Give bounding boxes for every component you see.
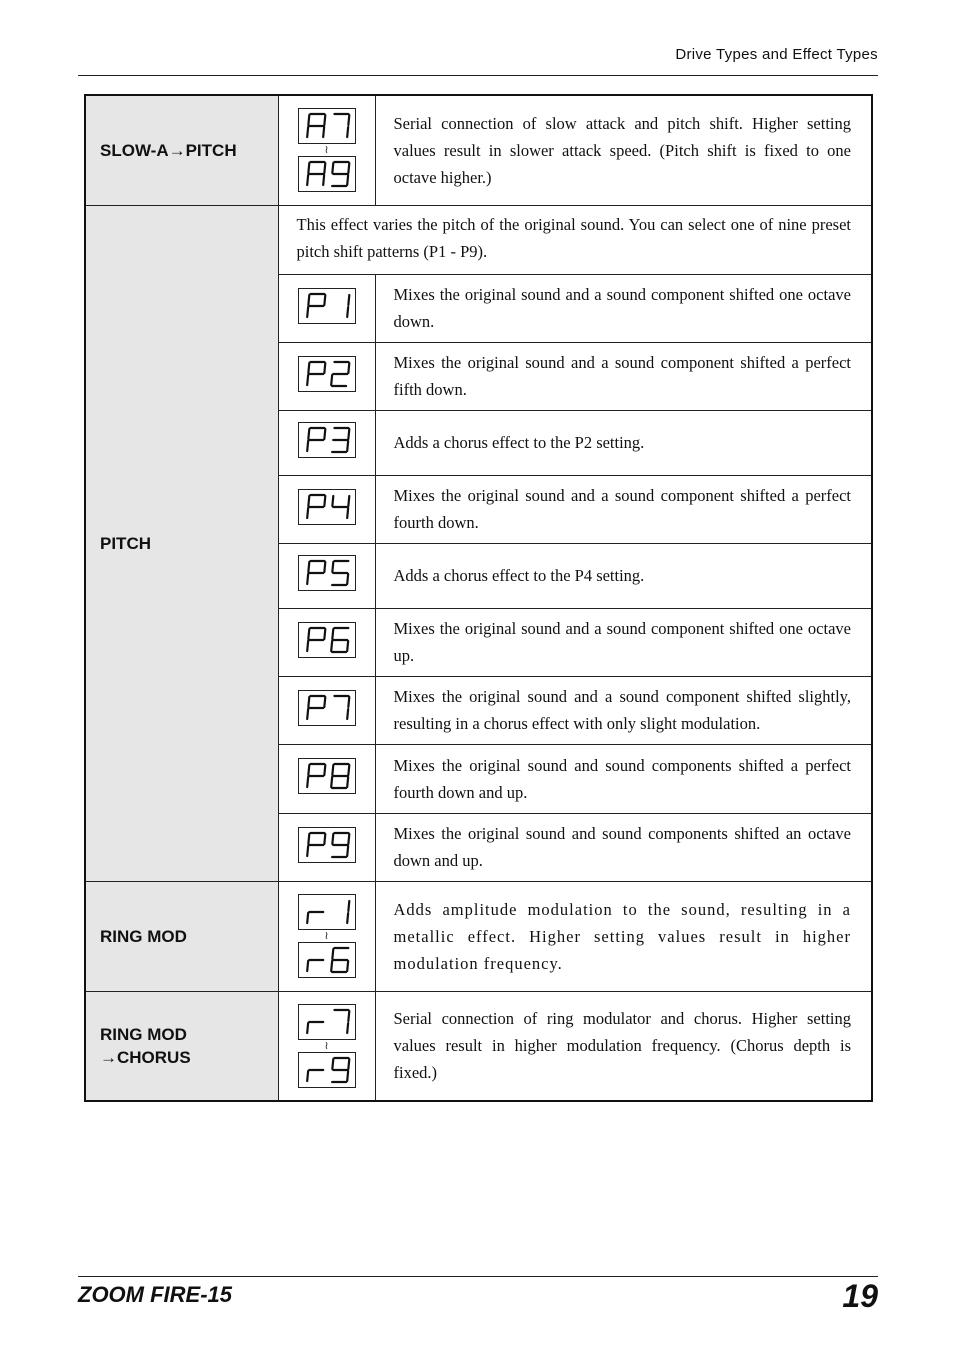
segment-f — [308, 115, 309, 125]
segment-display — [298, 1004, 356, 1040]
segment-display — [298, 489, 356, 525]
segment-e — [307, 175, 308, 185]
segment-f — [308, 765, 309, 775]
effect-row-pitch-intro — [85, 205, 872, 274]
range-mark: ≀ — [324, 143, 329, 157]
segment-c — [323, 441, 324, 451]
page-number: 19 — [842, 1278, 878, 1314]
range-mark: ≀ — [324, 1038, 329, 1052]
segment-c — [323, 307, 324, 317]
segment-c — [347, 508, 348, 518]
segment-e — [307, 777, 308, 787]
segment-c — [347, 1023, 348, 1033]
segment-e — [331, 846, 332, 856]
model-name: ZOOM FIRE-15 — [78, 1282, 233, 1307]
segment-digit — [331, 948, 349, 972]
segment-f — [332, 629, 333, 639]
segment-b — [324, 163, 325, 173]
segment-c — [323, 375, 324, 385]
segment-readout — [303, 945, 351, 975]
segment-display — [298, 422, 356, 458]
effect-row-slow-a-pitch — [85, 95, 872, 205]
segment-f — [332, 834, 333, 844]
segment-f — [332, 429, 333, 439]
segment-f — [332, 496, 333, 506]
segment-e — [331, 913, 332, 923]
segment-f — [332, 901, 333, 911]
segment-b — [348, 163, 349, 173]
segment-b — [348, 295, 349, 305]
segment-digit — [331, 294, 349, 318]
display-range-cell — [278, 95, 375, 205]
pattern-description: Mixes the original sound and a sound component shifted a perfect fifth down. — [375, 342, 872, 410]
display-cell — [278, 410, 375, 475]
segment-c — [347, 777, 348, 787]
segment-b — [324, 834, 325, 844]
segment-e — [307, 1023, 308, 1033]
segment-c — [323, 777, 324, 787]
segment-f — [308, 562, 309, 572]
segment-digit — [307, 362, 325, 386]
effect-type-table — [84, 94, 873, 1102]
segment-e — [307, 1071, 308, 1081]
effect-name — [85, 881, 278, 991]
segment-display — [298, 827, 356, 863]
segment-readout — [303, 1055, 351, 1085]
segment-f — [332, 1059, 333, 1069]
segment-c — [347, 913, 348, 923]
effect-row-ring-mod — [85, 881, 872, 991]
segment-c — [347, 307, 348, 317]
display-range-cell — [278, 991, 375, 1101]
display-cell — [278, 676, 375, 744]
segment-digit — [331, 764, 349, 788]
effect-row-ring-mod-chorus — [85, 991, 872, 1101]
segment-c — [347, 846, 348, 856]
segment-digit — [331, 428, 349, 452]
pattern-description: Adds a chorus effect to the P4 setting. — [375, 543, 872, 608]
segment-readout — [303, 761, 351, 791]
segment-e — [307, 375, 308, 385]
segment-digit — [331, 696, 349, 720]
segment-display — [298, 156, 356, 192]
segment-e — [307, 709, 308, 719]
segment-display — [298, 108, 356, 144]
segment-b — [324, 697, 325, 707]
effect-name-line: →CHORUS — [100, 1047, 191, 1067]
segment-b — [348, 363, 349, 373]
segment-c — [323, 961, 324, 971]
segment-e — [331, 641, 332, 651]
segment-digit — [307, 833, 325, 857]
segment-c — [347, 961, 348, 971]
segment-f — [308, 295, 309, 305]
segment-e — [331, 375, 332, 385]
segment-c — [347, 127, 348, 137]
segment-readout — [303, 1007, 351, 1037]
segment-b — [348, 562, 349, 572]
segment-e — [331, 709, 332, 719]
pattern-description: Adds a chorus effect to the P2 setting. — [375, 410, 872, 475]
segment-c — [347, 574, 348, 584]
segment-readout — [303, 558, 351, 588]
effect-name — [85, 95, 278, 205]
range-mark: ≀ — [324, 929, 329, 942]
effect-name-label: RING MOD — [100, 926, 187, 946]
segment-digit — [307, 628, 325, 652]
segment-e — [331, 574, 332, 584]
effect-name-line: RING MOD — [100, 1024, 187, 1044]
segment-display — [298, 356, 356, 392]
segment-c — [323, 127, 324, 137]
segment-b — [348, 834, 349, 844]
segment-f — [332, 765, 333, 775]
segment-b — [324, 901, 325, 911]
segment-b — [348, 1059, 349, 1069]
segment-f — [332, 163, 333, 173]
segment-readout — [303, 492, 351, 522]
segment-display — [298, 288, 356, 324]
segment-c — [323, 1071, 324, 1081]
segment-f — [332, 1011, 333, 1021]
segment-f — [308, 163, 309, 173]
segment-display — [298, 622, 356, 658]
segment-readout — [303, 291, 351, 321]
segment-b — [324, 765, 325, 775]
pattern-description: Mixes the original sound and a sound component shifted one octave up. — [375, 608, 872, 676]
segment-b — [348, 115, 349, 125]
segment-c — [347, 375, 348, 385]
pattern-description: Mixes the original sound and sound components shifted an octave down and up. — [375, 813, 872, 881]
segment-b — [324, 562, 325, 572]
segment-b — [324, 115, 325, 125]
effect-description: Serial connection of ring modulator and chorus. Higher setting values result in higher modulation frequency. (Chorus depth is fixed.) — [375, 991, 872, 1101]
display-cell — [278, 744, 375, 813]
segment-b — [324, 629, 325, 639]
segment-digit — [331, 561, 349, 585]
segment-f — [308, 949, 309, 959]
segment-c — [323, 508, 324, 518]
segment-e — [331, 777, 332, 787]
segment-readout — [303, 830, 351, 860]
segment-e — [307, 641, 308, 651]
segment-digit — [331, 833, 349, 857]
segment-b — [324, 949, 325, 959]
segment-c — [347, 175, 348, 185]
segment-e — [331, 961, 332, 971]
segment-f — [332, 115, 333, 125]
display-cell — [278, 274, 375, 342]
segment-digit — [331, 114, 349, 138]
display-cell — [278, 813, 375, 881]
segment-e — [307, 574, 308, 584]
segment-b — [348, 949, 349, 959]
segment-readout — [303, 897, 351, 927]
header-divider — [78, 75, 878, 76]
effect-name-label: SLOW-A→PITCH — [100, 140, 237, 160]
segment-digit — [307, 900, 325, 924]
segment-display — [298, 1052, 356, 1088]
segment-c — [347, 1071, 348, 1081]
segment-display — [298, 942, 356, 978]
display-range-cell — [278, 881, 375, 991]
segment-f — [332, 363, 333, 373]
segment-b — [324, 1011, 325, 1021]
segment-f — [308, 496, 309, 506]
segment-digit — [331, 495, 349, 519]
pattern-description: Mixes the original sound and sound components shifted a perfect fourth down and up. — [375, 744, 872, 813]
segment-b — [324, 295, 325, 305]
segment-f — [308, 363, 309, 373]
segment-digit — [307, 114, 325, 138]
effect-intro: This effect varies the pitch of the original sound. You can select one of nine preset pitch shift patterns (P1 - P9). — [278, 205, 872, 274]
segment-digit — [307, 495, 325, 519]
display-cell — [278, 608, 375, 676]
segment-readout — [303, 359, 351, 389]
segment-e — [307, 508, 308, 518]
segment-e — [307, 127, 308, 137]
segment-e — [331, 127, 332, 137]
segment-e — [331, 1071, 332, 1081]
effect-description: Serial connection of slow attack and pitch shift. Higher setting values result in slower attack speed. (Pitch shift is fixed to one octave higher.) — [375, 95, 872, 205]
segment-digit — [331, 162, 349, 186]
segment-b — [324, 496, 325, 506]
segment-c — [323, 641, 324, 651]
effect-name — [85, 205, 278, 881]
segment-b — [324, 363, 325, 373]
segment-f — [332, 949, 333, 959]
segment-digit — [331, 1010, 349, 1034]
segment-digit — [307, 162, 325, 186]
segment-f — [308, 629, 309, 639]
segment-digit — [331, 628, 349, 652]
display-cell — [278, 342, 375, 410]
segment-digit — [307, 696, 325, 720]
segment-e — [307, 913, 308, 923]
segment-e — [331, 307, 332, 317]
segment-c — [323, 709, 324, 719]
segment-display — [298, 894, 356, 930]
segment-b — [348, 901, 349, 911]
segment-c — [323, 913, 324, 923]
segment-readout — [303, 693, 351, 723]
segment-digit — [307, 1058, 325, 1082]
segment-c — [347, 709, 348, 719]
segment-digit — [331, 362, 349, 386]
segment-f — [332, 295, 333, 305]
segment-readout — [303, 625, 351, 655]
section-title: Drive Types and Effect Types — [675, 46, 878, 63]
segment-b — [348, 629, 349, 639]
segment-c — [323, 574, 324, 584]
segment-f — [308, 697, 309, 707]
segment-f — [308, 901, 309, 911]
segment-digit — [331, 1058, 349, 1082]
segment-digit — [307, 948, 325, 972]
segment-b — [324, 429, 325, 439]
segment-digit — [331, 900, 349, 924]
segment-readout — [303, 159, 351, 189]
segment-e — [331, 175, 332, 185]
effect-name-label: PITCH — [100, 533, 151, 553]
display-cell — [278, 543, 375, 608]
segment-digit — [307, 428, 325, 452]
segment-readout — [303, 425, 351, 455]
segment-f — [308, 834, 309, 844]
segment-f — [308, 1059, 309, 1069]
segment-b — [348, 496, 349, 506]
segment-b — [324, 1059, 325, 1069]
pattern-description: Mixes the original sound and a sound component shifted one octave down. — [375, 274, 872, 342]
segment-b — [348, 697, 349, 707]
segment-c — [323, 846, 324, 856]
pattern-description: Mixes the original sound and a sound component shifted a perfect fourth down. — [375, 475, 872, 543]
segment-e — [307, 441, 308, 451]
segment-f — [308, 1011, 309, 1021]
segment-e — [331, 441, 332, 451]
segment-e — [307, 307, 308, 317]
segment-display — [298, 758, 356, 794]
effect-name — [85, 991, 278, 1101]
segment-e — [307, 846, 308, 856]
segment-e — [331, 1023, 332, 1033]
segment-c — [323, 1023, 324, 1033]
segment-b — [348, 1011, 349, 1021]
segment-e — [331, 508, 332, 518]
segment-digit — [307, 1010, 325, 1034]
segment-c — [347, 641, 348, 651]
segment-f — [332, 697, 333, 707]
segment-display — [298, 690, 356, 726]
footer-divider — [78, 1276, 878, 1277]
segment-f — [332, 562, 333, 572]
segment-e — [307, 961, 308, 971]
display-cell — [278, 475, 375, 543]
segment-f — [308, 429, 309, 439]
segment-display — [298, 555, 356, 591]
segment-readout — [303, 111, 351, 141]
segment-digit — [307, 764, 325, 788]
segment-b — [348, 765, 349, 775]
segment-c — [323, 175, 324, 185]
pattern-description: Mixes the original sound and a sound component shifted slightly, resulting in a chorus effect with only slight modulation. — [375, 676, 872, 744]
segment-digit — [307, 561, 325, 585]
segment-c — [347, 441, 348, 451]
effect-description: Adds amplitude modulation to the sound, resulting in a metallic effect. Higher setting values result in higher modulation frequency. — [375, 881, 872, 991]
segment-digit — [307, 294, 325, 318]
segment-b — [348, 429, 349, 439]
